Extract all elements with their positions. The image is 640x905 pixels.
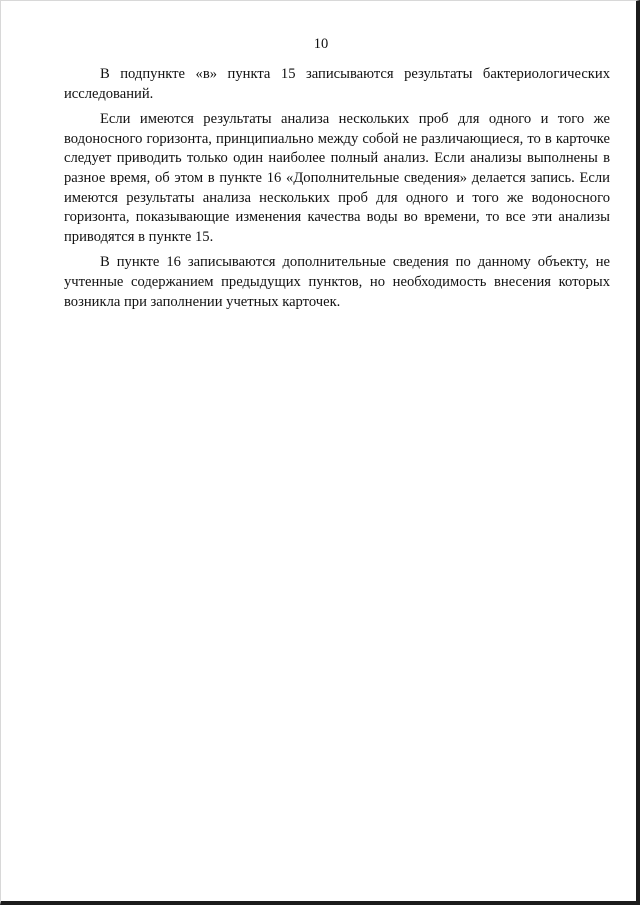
- page-number: 10: [313, 36, 329, 52]
- body-text: [64, 65, 610, 318]
- paragraph-additional-info: В пункте 16 записываются дополнительные сведения по данному объекту, не учтенные содержанием предыдущих пунктов, но необходимость внесения которых возникла при заполнении учетных карточек.: [64, 254, 610, 310]
- paragraph-bacteriological-results: В подпункте «в» пункта 15 записываются результаты бактериологических исследований.: [64, 66, 610, 102]
- paragraph-multiple-samples: Если имеются результаты анализа нескольких проб для одного и того же водоносного горизонта, принципиально между собой не различающиеся, то в карточке следует приводить только один наиболее полный анализ. Если анализы выполнены в разное время, об этом в пункте 16 «Дополнительные сведения» делается запись. Если имеются результаты анализа нескольких проб для одного и того же водоносного горизонта, показывающие изменения качества воды во времени, то все эти анализы приводятся в пункте 15.: [64, 111, 610, 245]
